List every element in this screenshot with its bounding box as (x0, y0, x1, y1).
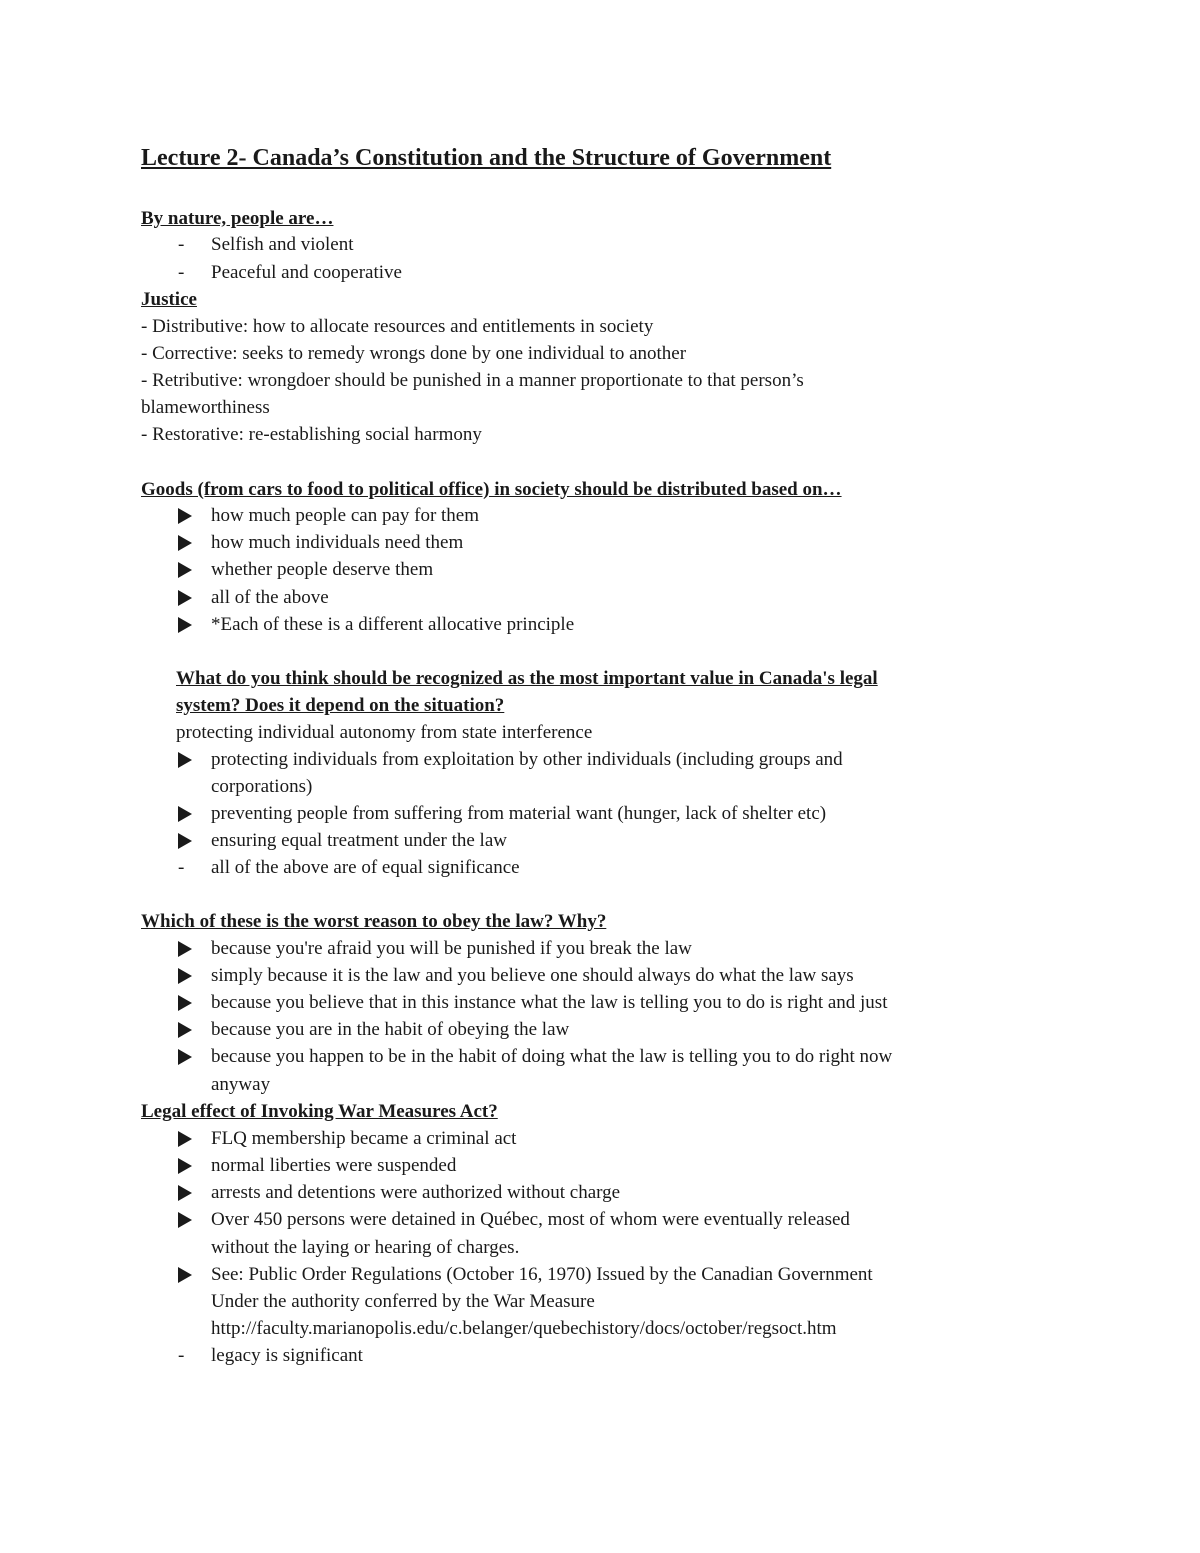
arrow-bullet-icon (178, 746, 192, 776)
obey-item-5-line-1: because you happen to be in the habit of doing what the law is telling you to do right now (211, 1046, 893, 1067)
arrow-bullet-icon (178, 1125, 192, 1155)
justice-line-3: - Retributive: wrongdoer should be punished in a manner proportionate to that person’s (141, 370, 804, 391)
war-item-4-line-1: Over 450 persons were detained in Québec, most of whom were eventually released (211, 1209, 850, 1230)
page-title: Lecture 2- Canada’s Constitution and the Structure of Government (141, 145, 832, 171)
justice-heading: Justice (141, 289, 197, 310)
war-heading: Legal effect of Invoking War Measures Act? (141, 1101, 498, 1122)
war-item-5-line-2: Under the authority conferred by the War Measure (211, 1291, 595, 1312)
value-item-2: preventing people from suffering from material want (hunger, lack of shelter etc) (211, 803, 827, 824)
arrow-bullet-icon (178, 556, 192, 586)
arrow-bullet-icon (178, 584, 192, 614)
value-intro: protecting individual autonomy from state interference (176, 722, 593, 743)
goods-item-3: whether people deserve them (211, 559, 434, 580)
value-heading-line-1: What do you think should be recognized as the most important value in Canada's legal (176, 668, 878, 689)
arrow-bullet-icon (178, 1043, 192, 1073)
nature-heading: By nature, people are… (141, 208, 334, 229)
goods-item-1: how much people can pay for them (211, 505, 480, 526)
war-item-5-url: http://faculty.marianopolis.edu/c.belanger/quebechistory/docs/october/regsoct.htm (211, 1318, 837, 1339)
value-heading-line-2: system? Does it depend on the situation? (176, 695, 505, 716)
value-item-3: ensuring equal treatment under the law (211, 830, 507, 851)
arrow-bullet-icon (178, 1261, 192, 1291)
justice-line-2: - Corrective: seeks to remedy wrongs done by one individual to another (141, 343, 687, 364)
obey-item-3: because you believe that in this instance what the law is telling you to do is right and just (211, 992, 888, 1013)
war-dash-item: legacy is significant (211, 1345, 363, 1366)
value-dash-item: all of the above are of equal significance (211, 857, 520, 878)
nature-item-1: Selfish and violent (211, 234, 354, 255)
goods-item-4: all of the above (211, 587, 329, 608)
arrow-bullet-icon (178, 529, 192, 559)
dash-marker: - (178, 857, 185, 878)
dash-marker: - (178, 234, 185, 255)
war-item-4-line-2: without the laying or hearing of charges. (211, 1237, 520, 1258)
goods-item-2: how much individuals need them (211, 532, 464, 553)
dash-marker: - (178, 262, 185, 283)
arrow-bullet-icon (178, 502, 192, 532)
value-item-1-line-1: protecting individuals from exploitation by other individuals (including groups and (211, 749, 843, 770)
arrow-bullet-icon (178, 800, 192, 830)
dash-marker: - (178, 1345, 185, 1366)
arrow-bullet-icon (178, 935, 192, 965)
arrow-bullet-icon (178, 1016, 192, 1046)
war-item-1: FLQ membership became a criminal act (211, 1128, 517, 1149)
arrow-bullet-icon (178, 989, 192, 1019)
arrow-bullet-icon (178, 611, 192, 641)
war-item-3: arrests and detentions were authorized without charge (211, 1182, 621, 1203)
nature-item-2: Peaceful and cooperative (211, 262, 402, 283)
justice-line-5: - Restorative: re-establishing social harmony (141, 424, 482, 445)
war-item-5-line-1: See: Public Order Regulations (October 16, 1970) Issued by the Canadian Government (211, 1264, 873, 1285)
goods-heading: Goods (from cars to food to political office) in society should be distributed based on… (141, 479, 842, 500)
obey-item-1: because you're afraid you will be punished if you break the law (211, 938, 692, 959)
arrow-bullet-icon (178, 1179, 192, 1209)
obey-item-2: simply because it is the law and you believe one should always do what the law says (211, 965, 854, 986)
arrow-bullet-icon (178, 827, 192, 857)
obey-item-4: because you are in the habit of obeying the law (211, 1019, 570, 1040)
value-item-1-line-2: corporations) (211, 776, 313, 797)
obey-heading: Which of these is the worst reason to obey the law? Why? (141, 911, 607, 932)
obey-item-5-line-2: anyway (211, 1074, 271, 1095)
goods-item-5: *Each of these is a different allocative principle (211, 614, 575, 635)
justice-line-4: blameworthiness (141, 397, 270, 418)
arrow-bullet-icon (178, 962, 192, 992)
justice-line-1: - Distributive: how to allocate resources and entitlements in society (141, 316, 654, 337)
war-item-2: normal liberties were suspended (211, 1155, 457, 1176)
arrow-bullet-icon (178, 1152, 192, 1182)
arrow-bullet-icon (178, 1206, 192, 1236)
